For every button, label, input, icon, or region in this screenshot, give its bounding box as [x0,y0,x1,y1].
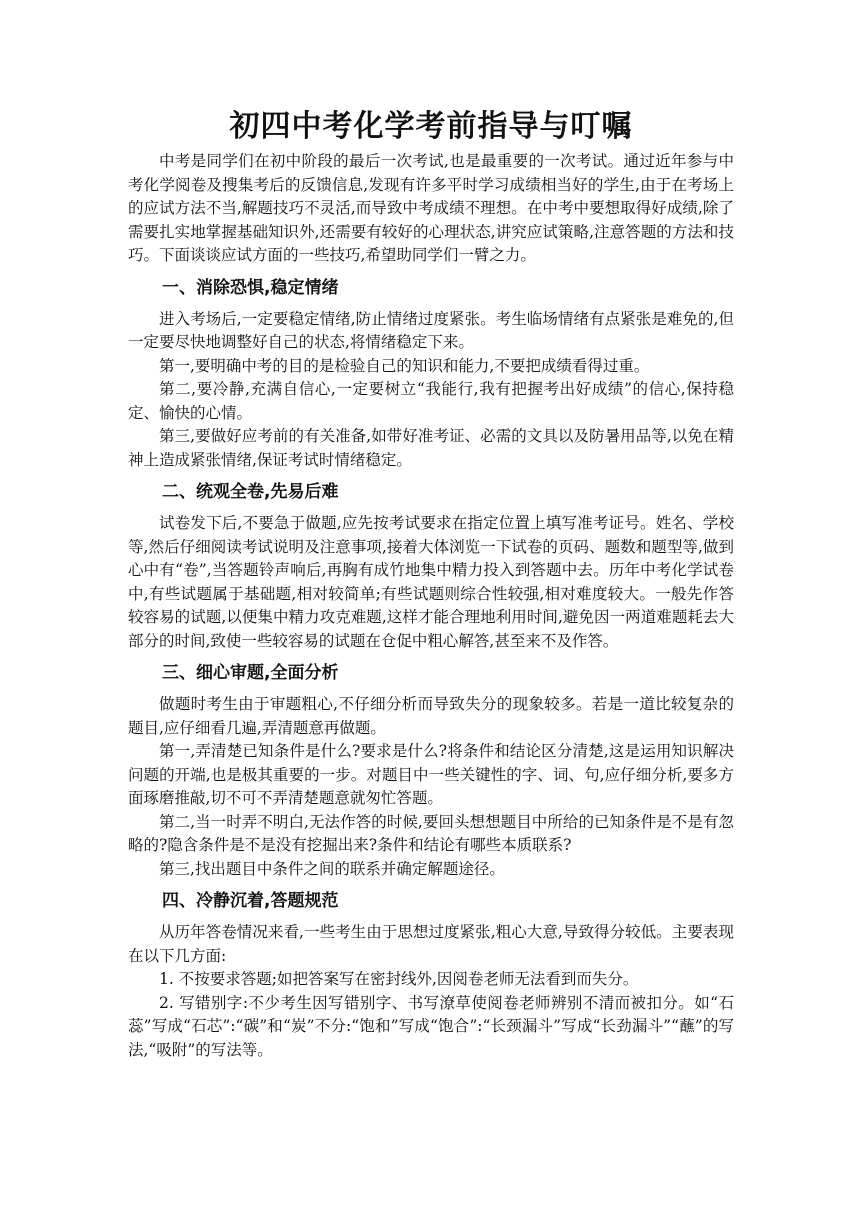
section-1-paragraph: 第一,要明确中考的目的是检验自己的知识和能力,不要把成绩看得过重。 [159,356,650,375]
section-heading-2: 二、统观全卷,先易后难 [162,482,339,502]
section-2-paragraph: 试卷发下后,不要急于做题,应先按考试要求在指定位置上填写准考证号。姓名、学校等,然后仔细阅读考试说明及注意事项,接着大体浏览一下试卷的页码、题数和题型等,做到心中有“卷”,当答题铃声响后,再胸有成竹地集中精力投入到答题中去。历年中考化学试卷中,有些试题属于基础题,相对较简单;有些试题则综合性较强,相对难度较大。一般先作答较容易的试题,以便集中精力攻克难题,这样才能合理地利用时间,避免因一两道难题耗去大部分的时间,致使一些较容易的试题在仓促中粗心解答,甚至来不及作答。 [128,514,734,650]
intro-paragraph: 中考是同学们在初中阶段的最后一次考试,也是最重要的一次考试。通过近年参与中考化学阅卷及搜集考后的反馈信息,发现有许多平时学习成绩相当好的学生,由于在考场上的应试方法不当,解题技巧不灵活,而导致中考成绩不理想。在中考中要想取得好成绩,除了需要扎实地掌握基础知识外,还需要有较好的心理状态,讲究应试策略,注意答题的方法和技巧。下面谈谈应试方面的一些技巧,希望助同学们一臂之力。 [128,152,734,264]
page-title: 初四中考化学考前指导与叮嘱 [229,109,633,144]
section-3-paragraph: 第二,当一时弄不明白,无法作答的时候,要回头想想题目中所给的已知条件是不是有忽略的?隐含条件是不是没有挖掘出来?条件和结论有哪些本质联系? [128,812,734,854]
section-heading-4: 四、冷静沉着,答题规范 [162,891,339,911]
section-1-paragraph: 第三,要做好应考前的有关准备,如带好准考证、必需的文具以及防暑用品等,以免在精神上造成紧张情绪,保证考试时情绪稳定。 [128,427,734,469]
section-heading-1: 一、消除恐惧,稳定情绪 [162,277,339,298]
list-item: 1. 不按要求答题;如把答案写在密封线外,因阅卷老师无法看到而失分。 [159,970,639,988]
section-1-paragraph: 进入考场后,一定要稳定情绪,防止情绪过度紧张。考生临场情绪有点紧张是难免的,但一定要尽快地调整好自己的状态,将情绪稳定下来。 [128,309,734,351]
section-3-paragraph: 做题时考生由于审题粗心,不仔细分析而导致失分的现象较多。若是一道比较复杂的题目,应仔细看几遍,弄清题意再做题。 [128,695,734,737]
section-3-paragraph: 第三,找出题目中条件之间的联系并确定解题途径。 [159,859,505,878]
section-4-paragraph: 从历年答卷情况来看,一些考生由于思想过度紧张,粗心大意,导致得分较低。主要表现在以下几方面: [128,923,734,965]
list-item: 2. 写错别字:不少考生因写错别字、书写潦草使阅卷老师辨别不清而被扣分。如“石蕊”写成“石芯”:“碳”和“炭”不分:“饱和”写成“饱合”:“长颈漏斗”写成“长劲漏斗”“蘸”的写法,“吸附”的写法等。 [128,993,734,1059]
section-3-paragraph: 第一,弄清楚已知条件是什么?要求是什么?将条件和结论区分清楚,这是运用知识解决问题的开端,也是极其重要的一步。对题目中一些关键性的字、词、句,应仔细分析,要多方面琢磨推敲,切不可不弄清楚题意就匆忙答题。 [128,742,734,807]
section-1-paragraph: 第二,要冷静,充满自信心,一定要树立“我能行,我有把握考出好成绩”的信心,保持稳定、愉快的心情。 [128,380,734,422]
section-heading-3: 三、细心审题,全面分析 [162,663,339,683]
document-page [128,104,734,1062]
